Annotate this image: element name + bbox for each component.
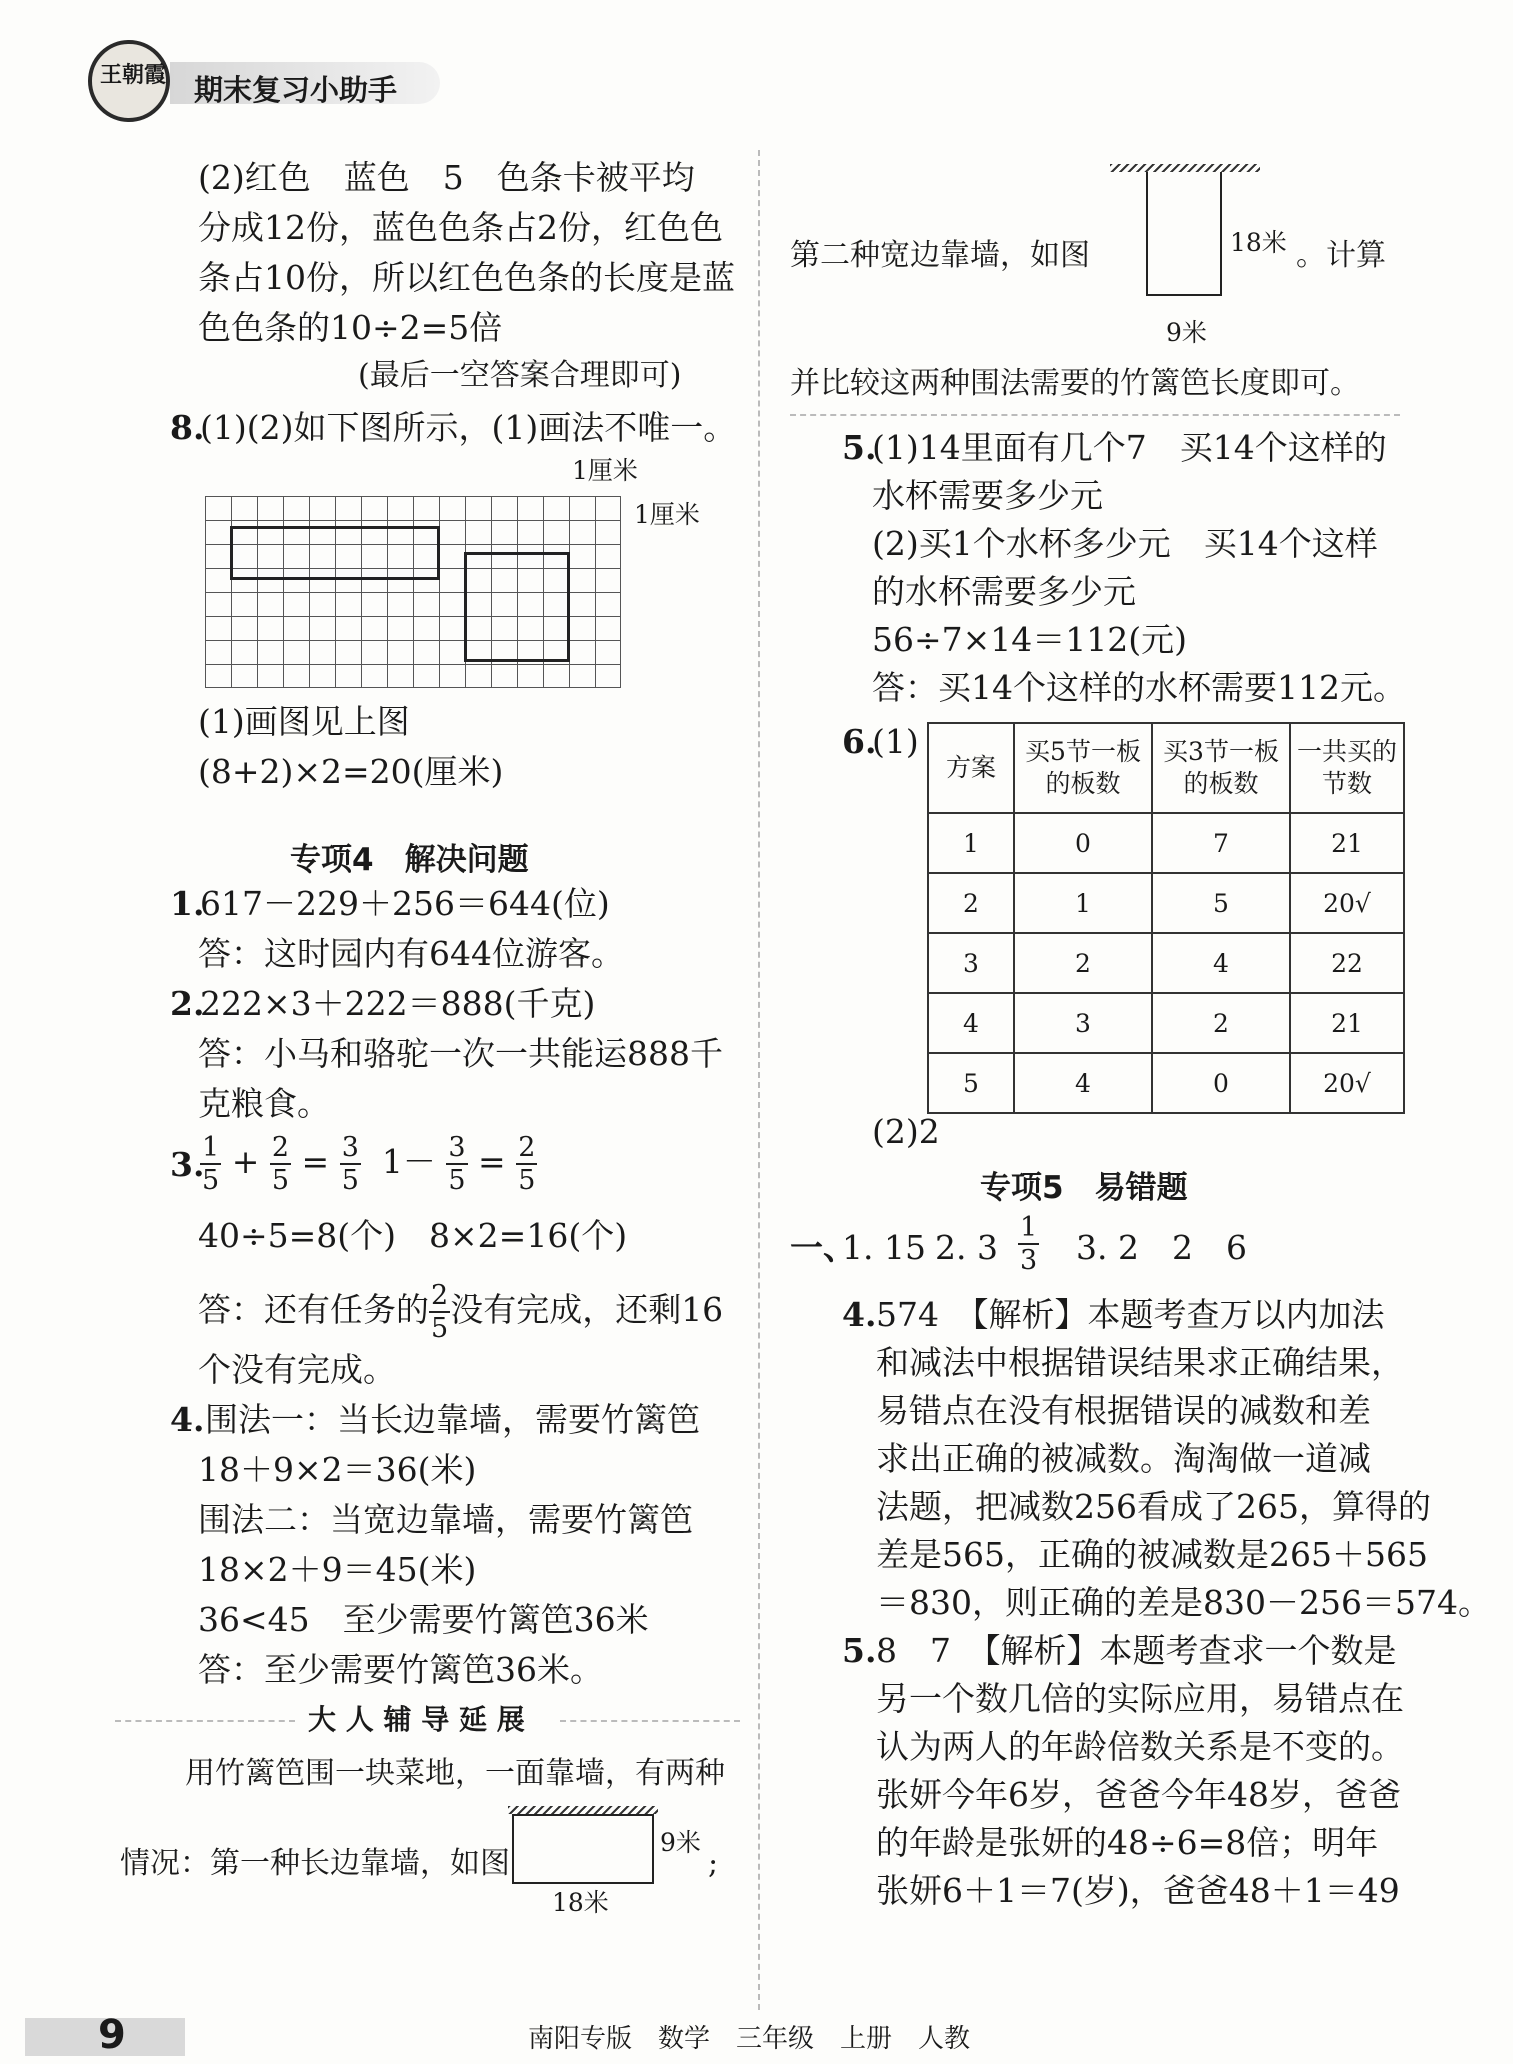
q8-answer: (1)画图见上图 [198,702,410,741]
e4-line: ＝830，则正确的差是830－256＝574。 [876,1583,1491,1622]
q5-line: 56÷7×14＝112(元) [872,620,1188,659]
q8-text: (1)(2)如下图所示，(1)画法不唯一。 [200,408,737,447]
extension-rule-right [560,1720,740,1722]
table-row: 4 3 2 21 [928,993,1404,1053]
e4-number: 4. [842,1295,877,1334]
q1-line: 617－229＋256＝644(位) [200,884,610,923]
extension-line: 第二种宽边靠墙，如图 [790,238,1090,273]
q7-line: 条占10份，所以红色色条的长度是蓝 [198,258,735,297]
q3-answer: 答：还有任务的 $\frac{2}{5}$ 没有完成，还剩16 [198,1280,724,1345]
q4-line: 18×2＋9＝45(米) [198,1550,477,1589]
extension-title: 大 人 辅 导 延 展 [308,1703,525,1736]
fraction: $\frac{1}{3}$ [1020,1212,1038,1277]
e4-line: 求出正确的被减数。淘淘做一道减 [876,1439,1371,1478]
q4-line: 围法二：当宽边靠墙，需要竹篱笆 [198,1500,693,1539]
e4-line: 和减法中根据错误结果求正确结果， [876,1343,1404,1382]
e5-line: 张妍今年6岁，爸爸今年48岁，爸爸 [876,1775,1401,1814]
extension-line: 用竹篱笆围一块菜地，一面靠墙，有两种 [185,1756,725,1791]
extension-punct: ; [708,1846,719,1881]
e5-line: 另一个数几倍的实际应用，易错点在 [876,1679,1404,1718]
section-4-title: 专项4 解决问题 [290,842,529,878]
e4-line: 差是565，正确的被减数是265＋565 [876,1535,1428,1574]
e4-line: 574 【解析】本题考查万以内加法 [876,1295,1385,1334]
q7-line: 分成12份，蓝色色条占2份，红色色 [198,208,723,247]
figure-2-side-label: 18米 [1230,228,1287,257]
q3-line: 个没有完成。 [198,1350,396,1389]
e5-number: 5. [842,1631,877,1670]
q4-line: 36<45 至少需要竹篱笆36米 [198,1600,649,1639]
q5-number: 5. [842,428,877,467]
footer-info: 南阳专版 数学 三年级 上册 人教 [528,2024,971,2054]
fraction: $\frac{3}{5}$ [341,1132,359,1197]
fraction: $\frac{2}{5}$ [271,1132,290,1197]
page-number: 9 [98,2012,126,2058]
drawn-rectangle [230,526,440,580]
e4-line: 法题，把减数256看成了265，算得的 [876,1487,1431,1526]
e4-line: 易错点在没有根据错误的减数和差 [876,1391,1371,1430]
extension-line: 情况：第一种长边靠墙，如图 [120,1846,510,1881]
q6-number: 6. [842,722,877,761]
q5-line: (1)14里面有几个7 买14个这样的 [872,428,1387,467]
extension-rule-left [115,1720,295,1722]
table-row: 5 4 0 20√ [928,1053,1404,1113]
q6-part2: (2)2 [872,1112,940,1151]
q3-line: 40÷5=8(个) 8×2=16(个) [198,1216,628,1255]
section-5-title: 专项5 易错题 [980,1170,1188,1206]
answer-3: 3. 2 2 6 [1076,1228,1247,1267]
grid-label-right: 1厘米 [634,500,700,529]
table-header: 一共买的节数 [1290,723,1404,813]
q3-equation: $\frac{1}{5}$ + $\frac{2}{5}$ = $\frac{3}{5}$ 1－ $\frac{3}{5}$ = $\frac{2}{5}$ [202,1132,536,1197]
e5-line: 的年龄是张妍的48÷6=8倍；明年 [876,1823,1379,1862]
garden-figure-1 [512,1814,654,1884]
q7-line: 色色条的10÷2=5倍 [198,308,503,347]
q2-line: 222×3＋222＝888(千克) [200,984,596,1023]
header-title: 期末复习小助手 [194,73,398,107]
q7-line: (2)红色 蓝色 5 色条卡被平均 [198,158,695,197]
table-header: 方案 [928,723,1014,813]
q3-number: 3. [170,1145,205,1184]
q1-number: 1. [170,884,205,923]
q5-line: 水杯需要多少元 [872,476,1103,515]
e5-line: 张妍6＋1＝7(岁)，爸爸48＋1＝49 [876,1871,1400,1910]
e5-line: 8 7 【解析】本题考查求一个数是 [876,1631,1397,1670]
q4-number: 4. [170,1400,205,1439]
garden-figure-2 [1146,172,1222,296]
q4-line: 答：至少需要竹篱笆36米。 [198,1650,603,1689]
q5-line: 的水杯需要多少元 [872,572,1136,611]
table-header: 买5节一板的板数 [1014,723,1152,813]
q2-number: 2. [170,984,205,1023]
grid-label-top: 1厘米 [572,456,638,485]
table-row: 2 1 5 20√ [928,873,1404,933]
answer-2: 2. 3 [935,1228,998,1267]
wall-hatch [1110,164,1260,172]
q5-line: (2)买1个水杯多少元 买14个这样 [872,524,1378,563]
extension-end-rule [790,414,1400,416]
plan-table [927,722,1405,1114]
answer-2-fraction [1018,1212,1039,1276]
q6-part1: (1) [872,722,919,761]
figure-1-bottom-label: 18米 [552,1888,609,1917]
e5-line: 认为两人的年龄倍数关系是不变的。 [876,1727,1404,1766]
figure-2-bottom-label: 9米 [1166,318,1207,347]
q1-line: 答：这时园内有644位游客。 [198,934,624,973]
q2-line: 克粮食。 [198,1084,330,1123]
column-divider [758,150,760,2010]
figure-1-side-label: 9米 [660,1828,701,1857]
q2-line: 答：小马和骆驼一次一共能运888千 [198,1034,723,1073]
drawn-square [464,552,570,662]
wall-hatch [508,1806,658,1814]
q5-line: 答：买14个这样的水杯需要112元。 [872,668,1406,707]
extension-line: 并比较这两种围法需要的竹篱笆长度即可。 [790,366,1360,401]
table-header-row [928,723,1404,813]
extension-line-end: 。计算 [1296,238,1386,273]
brand-logo-text: 王朝霞 [100,62,167,88]
q7-note: (最后一空答案合理即可) [358,358,682,393]
part-one-label: 一、 [790,1228,856,1267]
q4-line: 围法一：当长边靠墙，需要竹篱笆 [205,1400,700,1439]
answer-1: 1. 15 [842,1228,926,1267]
fraction: $\frac{1}{5}$ [202,1132,220,1197]
fraction: $\frac{2}{5}$ [431,1280,449,1345]
q8-number: 8. [170,408,205,447]
q4-line: 18＋9×2＝36(米) [198,1450,477,1489]
fraction: $\frac{3}{5}$ [448,1132,466,1197]
table-header: 买3节一板的板数 [1152,723,1290,813]
fraction: $\frac{2}{5}$ [518,1132,536,1197]
q8-answer: (8+2)×2=20(厘米) [198,752,504,791]
table-row: 3 2 4 22 [928,933,1404,993]
table-row: 1 0 7 21 [928,813,1404,873]
